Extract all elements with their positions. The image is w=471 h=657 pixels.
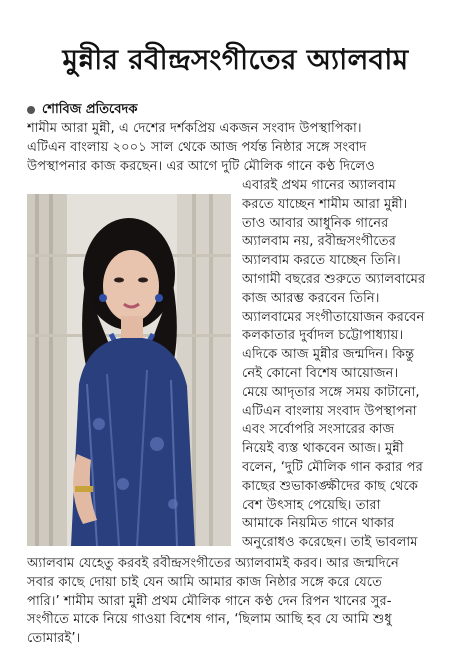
- column-line: অ্যালবাম করতে যাচ্ছেন তিনি।: [242, 253, 401, 269]
- column-line: আমাকে নিয়মিত গানে থাকার: [242, 516, 395, 532]
- column-line: এদিকে আজ মুন্নীর জন্মদিন। কিন্তু: [242, 347, 415, 363]
- column-line: করতে যাচ্ছেন শামীম আরা মুন্নী।: [242, 196, 408, 212]
- closing-paragraph: [27, 555, 457, 649]
- article-headline: মুন্নীর রবীন্দ্রসংগীতের অ্যালবাম: [62, 43, 409, 76]
- column-line: বলেন, ‘দুটি মৌলিক গান করার পর: [242, 459, 423, 475]
- bullet-icon: [27, 106, 35, 114]
- intro-paragraph: [27, 120, 457, 176]
- closing-line: অ্যালবাম যেহেতু করবই রবীন্দ্রসংগীতের অ্যালবামই করব। আর জন্মদিনে: [27, 556, 399, 571]
- column-line: কাজ আরম্ভ করবেন তিনি।: [242, 290, 380, 306]
- closing-line: তোমারই’।: [27, 631, 81, 647]
- column-paragraph: [242, 177, 457, 553]
- closing-line: পারি।’ শামীম আরা মুন্নী প্রথম মৌলিক গানে কণ্ঠ দেন রিপন খানের সুর-: [27, 593, 392, 609]
- intro-line: এটিএন বাংলায় ২০০১ সাল থেকে আজ পর্যন্ত নিষ্ঠার সঙ্গে সংবাদ: [27, 139, 367, 155]
- column-line: আগামী বছরের শুরুতে অ্যালবামের: [242, 271, 426, 287]
- closing-line: সংগীতে মাকে নিয়ে গাওয়া বিশেষ গান, ‘ছিলাম আছি হব যে আমি শুধু: [27, 612, 392, 628]
- column-line: বেশ উৎসাহ পেয়েছি। তারা: [242, 497, 381, 513]
- column-line: এবারই প্রথম গানের অ্যালবাম: [242, 178, 396, 193]
- column-line: কলকাতার দুর্বাদল চট্টোপাধ্যায়।: [242, 328, 404, 344]
- article-photo: [27, 194, 231, 546]
- intro-line: উপস্থাপনার কাজ করছেন। এর আগে দুটি মৌলিক গানে কণ্ঠ দিলেও: [27, 158, 375, 174]
- column-line: তাও আবার আধুনিক গানের: [242, 215, 389, 231]
- byline: [27, 101, 137, 119]
- column-line: মেয়ে আদৃতার সঙ্গে সময় কাটানো,: [242, 384, 420, 400]
- column-line: কাছের শুভাকাঙ্ক্ষীদের কাছ থেকে: [242, 478, 419, 494]
- byline-text: শোবিজ প্রতিবেদক: [42, 102, 138, 117]
- column-line: এটিএন বাংলায় সংবাদ উপস্থাপনা: [242, 403, 417, 419]
- column-line: অনুরোধও করেছেন। তাই ভাবলাম: [242, 535, 418, 551]
- closing-line: সবার কাছে দোয়া চাই যেন আমি আমার কাজ নিষ্ঠার সঙ্গে করে যেতে: [27, 574, 382, 590]
- column-line: নিয়েই ব্যস্ত থাকবেন আজ। মুন্নী: [242, 441, 404, 457]
- column-line: নেই কোনো বিশেষ আয়োজন।: [242, 365, 399, 381]
- portrait-illustration: [27, 194, 231, 546]
- intro-line: শামীম আরা মুন্নী, এ দেশের দর্শকপ্রিয় একজন সংবাদ উপস্থাপিকা।: [27, 121, 362, 136]
- column-line: এবং সর্বোপরি সংসারের কাজ: [242, 422, 395, 438]
- column-line: অ্যালবাম নয়, রবীন্দ্রসংগীতের: [242, 234, 396, 250]
- column-line: অ্যালবামের সংগীতায়োজন করবেন: [242, 309, 425, 325]
